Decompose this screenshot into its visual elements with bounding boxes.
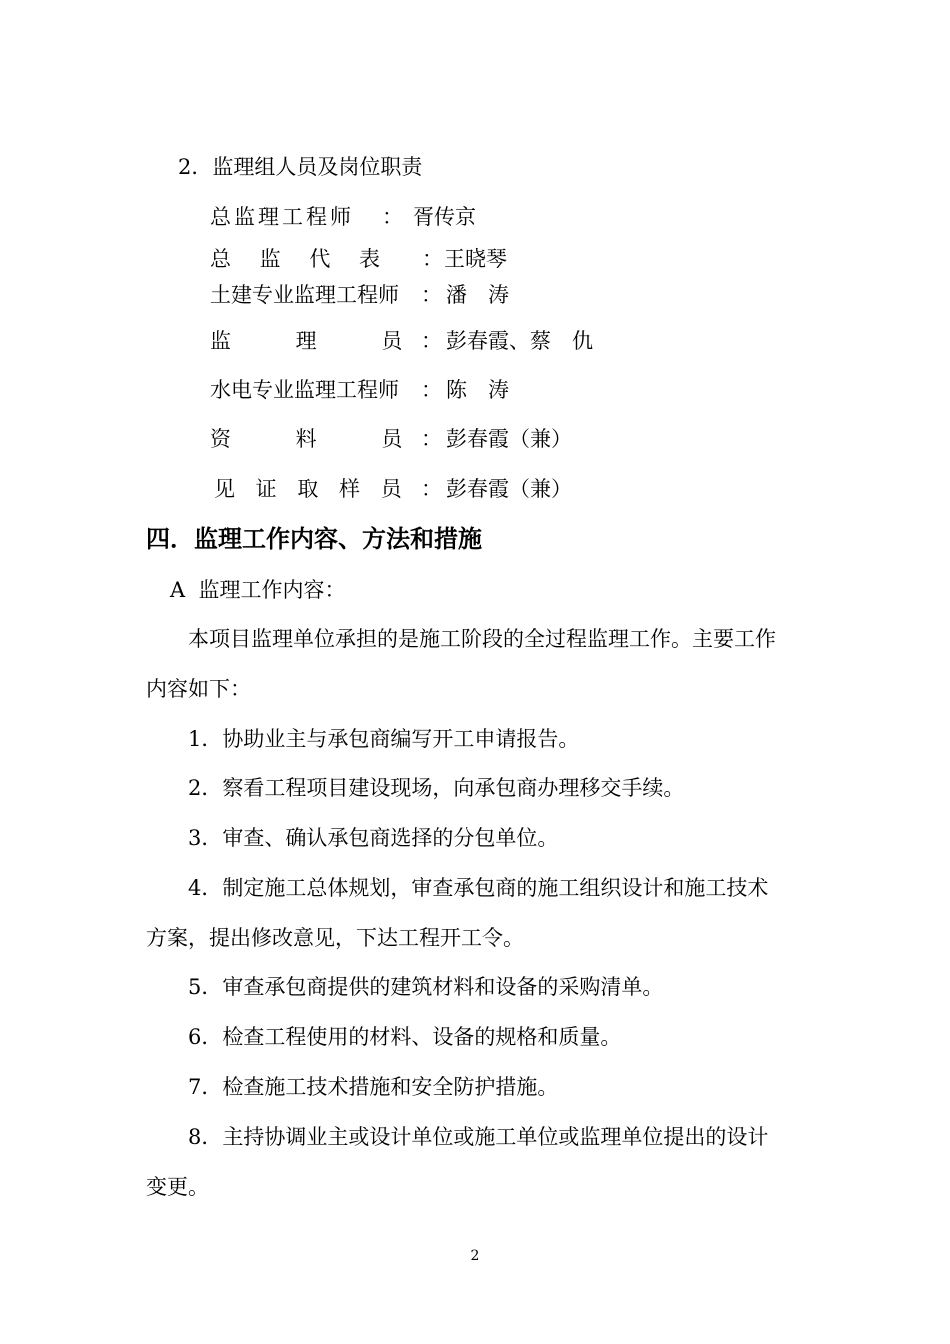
staff-row — [210, 328, 630, 354]
intro-paragraph-line: 内容如下： — [146, 677, 251, 701]
staff-names: 彭春霞（兼） — [446, 477, 572, 501]
staff-row — [210, 426, 630, 452]
list-item: 3．审查、确认承包商选择的分包单位。 — [188, 826, 559, 850]
staff-colon: ： — [382, 205, 403, 229]
staff-role: 资 料 员 — [210, 427, 403, 451]
staff-names: 潘 涛 — [446, 283, 509, 307]
staff-role: 总监理工程师 — [210, 205, 354, 229]
staff-row — [210, 282, 610, 308]
staff-names: 彭春霞、蔡 仇 — [446, 329, 593, 353]
list-item-continuation: 变更。 — [146, 1175, 209, 1199]
intro-paragraph-line: 本项目监理单位承担的是施工阶段的全过程监理工作。主要工作 — [188, 627, 776, 651]
section-4-heading: 四．监理工作内容、方法和措施 — [146, 524, 482, 553]
list-item: 5．审查承包商提供的建筑材料和设备的采购清单。 — [188, 975, 664, 999]
list-item-continuation: 方案，提出修改意见，下达工程开工令。 — [146, 926, 524, 950]
staff-colon: ： — [421, 329, 442, 353]
staff-names: 彭春霞（兼） — [446, 427, 572, 451]
staff-role: 见 证 取 样 员 — [214, 477, 402, 501]
staff-role: 监 理 员 — [210, 329, 403, 353]
staff-role: 总 监 代 表 — [210, 247, 381, 271]
staff-row — [210, 204, 610, 230]
staff-names: 陈 涛 — [446, 378, 509, 402]
subheading-a: A 监理工作内容： — [170, 578, 346, 602]
staff-colon: ： — [421, 283, 442, 307]
staff-row — [210, 246, 610, 272]
list-item: 4．制定施工总体规划，审查承包商的施工组织设计和施工技术 — [188, 876, 769, 900]
staff-colon: ： — [421, 427, 442, 451]
section-2-title: 2．监理组人员及岗位职责 — [178, 155, 423, 179]
staff-names: 胥传京 — [413, 205, 476, 229]
staff-colon: ： — [421, 477, 442, 501]
staff-colon: ： — [421, 378, 442, 402]
list-item: 7．检查施工技术措施和安全防护措施。 — [188, 1075, 559, 1099]
staff-row — [210, 476, 630, 502]
staff-row — [210, 377, 610, 403]
staff-role: 土建专业监理工程师 — [210, 283, 399, 307]
list-item: 8．主持协调业主或设计单位或施工单位或监理单位提出的设计 — [188, 1125, 769, 1149]
staff-colon: ： — [422, 247, 443, 271]
page-number: 2 — [470, 1248, 480, 1264]
staff-names: 王晓琴 — [444, 247, 507, 271]
staff-role: 水电专业监理工程师 — [210, 378, 399, 402]
list-item: 1．协助业主与承包商编写开工申请报告。 — [188, 727, 580, 751]
list-item: 2．察看工程项目建设现场，向承包商办理移交手续。 — [188, 776, 685, 800]
list-item: 6．检查工程使用的材料、设备的规格和质量。 — [188, 1025, 622, 1049]
